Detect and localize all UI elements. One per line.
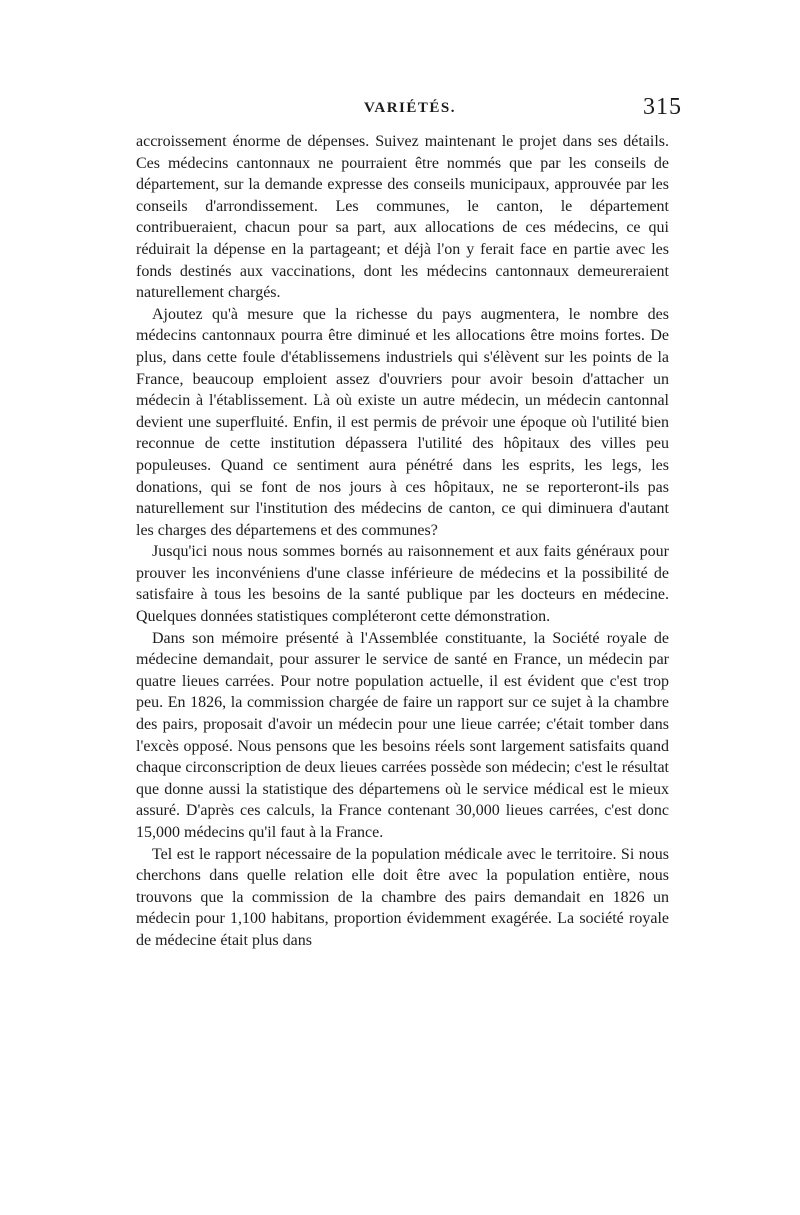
paragraph-4: Dans son mémoire présenté à l'Assemblée constituante, la Société royale de médecine demandait, pour assurer le service de santé en France, un médecin par quatre lieues carrées. Pour notre population actuelle, il est évident que c'est trop peu. En 1826, la commission chargée de faire un rapport sur ce sujet à la chambre des pairs, proposait d'avoir un médecin pour une lieue carrée; c'était tomber dans l'excès opposé. Nous pensons que les besoins réels sont largement satisfaits quand chaque circonscription de deux lieues carrées possède son médecin; c'est le résultat que donne aussi la statistique des départemens où le service médical est le mieux assuré. D'après ces calculs, la France contenant 30,000 lieues carrées, c'est donc 15,000 médecins qu'il faut à la France. [136, 629, 669, 841]
paragraph-5: Tel est le rapport nécessaire de la population médicale avec le territoire. Si nous cherchons dans quelle relation elle doit être avec la population entière, nous trouvons que la commission de la chambre des pairs demandait en 1826 un médecin pour 1,100 habitans, proportion évidemment exagérée. La société royale de médecine était plus dans [136, 845, 669, 949]
page-number: 315 [643, 94, 682, 120]
paragraph-3: Jusqu'ici nous nous sommes bornés au raisonnement et aux faits généraux pour prouver les inconvéniens d'une classe inférieure de médecins et la possibilité de satisfaire à tous les besoins de la santé publique par les docteurs en médecine. Quelques données statistiques compléteront cette démonstration. [136, 543, 669, 626]
body-text [136, 131, 669, 952]
running-head [136, 94, 684, 126]
paragraph-2: Ajoutez qu'à mesure que la richesse du pays augmentera, le nombre des médecins cantonnaux pourra être diminué et les allocations être moins fortes. De plus, dans cette foule d'établissemens industriels qui s'élèvent sur les points de la France, beaucoup emploient assez d'ouvriers pour avoir besoin d'attacher un médecin à l'établissement. Là où existe un autre médecin, un médecin cantonnal devient une superfluité. Enfin, il est permis de prévoir une époque où l'utilité bien reconnue de cette institution dépassera l'utilité des hôpitaux des villes peu populeuses. Quand ce sentiment aura pénétré dans les esprits, les legs, les donations, qui se font de nos jours à ces hôpitaux, ne se reporteront-ils pas naturellement sur l'institution des médecins de canton, ce qui diminuera d'autant les charges des départemens et des communes? [136, 305, 669, 539]
paragraph-1: accroissement énorme de dépenses. Suivez maintenant le projet dans ses détails. Ces médecins cantonnaux ne pourraient être nommés que par les conseils de département, sur la demande expresse des conseils municipaux, approuvée par les conseils d'arrondissement. Les communes, le canton, le département contribueraient, chacun pour sa part, aux allocations de ces médecins, ce qui réduirait la dépense en la partageant; et déjà l'on y ferait face en partie avec les fonds destinés aux vaccinations, dont les médecins cantonnaux demeureraient naturellement chargés. [136, 133, 669, 302]
running-title: VARIÉTÉS. [363, 100, 456, 116]
